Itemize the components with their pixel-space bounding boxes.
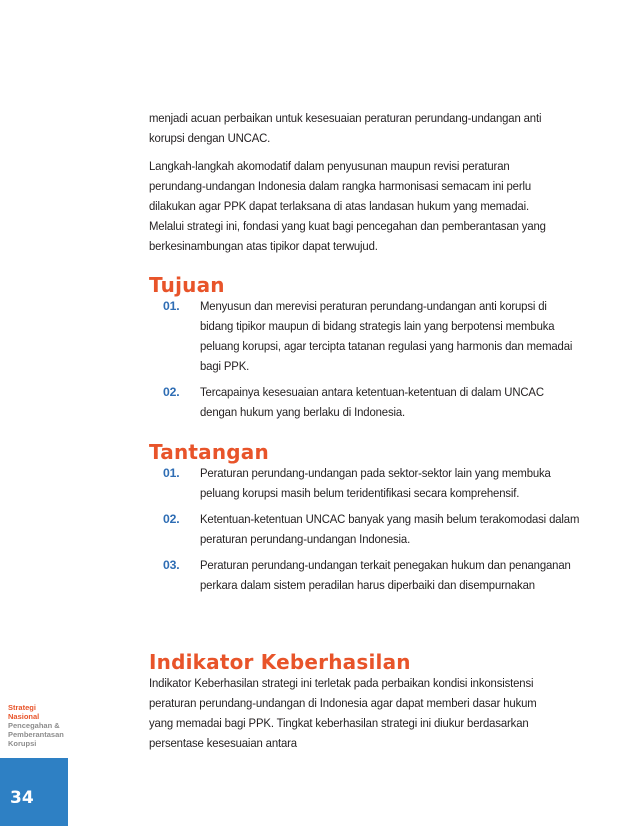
- indikator-heading: Indikator Keberhasilan: [149, 650, 411, 674]
- list-text: Tercapainya kesesuaian antara ketentuan-ketentuan di dalam UNCAC dengan hukum yang berlaku di Indonesia.: [200, 385, 544, 419]
- list-text: Ketentuan-ketentuan UNCAC banyak yang masih belum terakomodasi dalam peraturan perundang-undangan Indonesia.: [200, 512, 580, 546]
- indikator-paragraph: Indikator Keberhasilan strategi ini terletak pada perbaikan kondisi inkonsistensi peraturan perundang-undangan di Indonesia agar dapat memberi dasar hukum yang memadai bagi PPK. Tingkat keberhasilan strategi ini diukur berdasarkan persentase kesesuaian antara: [149, 676, 537, 750]
- sidebar-line-pencegahan: Pencegahan &: [8, 721, 60, 730]
- list-number: 02.: [163, 512, 180, 526]
- sidebar-line-nasional: Nasional: [8, 712, 40, 721]
- list-text: Peraturan perundang-undangan pada sektor-sektor lain yang membuka peluang korupsi masih belum teridentifikasi secara komprehensif.: [200, 466, 551, 500]
- page-number: 34: [10, 788, 34, 808]
- indikator-section: [149, 651, 569, 761]
- sidebar-line-pemberantasan: Pemberantasan: [8, 730, 64, 739]
- intro-section: [149, 108, 549, 264]
- list-number: 02.: [163, 385, 180, 399]
- tujuan-list: [149, 296, 573, 422]
- tantangan-heading: Tantangan: [149, 440, 269, 464]
- list-item: [163, 555, 569, 595]
- list-number: 03.: [163, 558, 180, 572]
- intro-paragraph-1: menjadi acuan perbaikan untuk kesesuaian peraturan perundang-undangan anti korupsi dengan UNCAC.: [149, 111, 542, 145]
- tantangan-list: [149, 463, 580, 595]
- list-item: [163, 463, 569, 503]
- list-number: 01.: [163, 299, 180, 313]
- list-item: [163, 509, 580, 549]
- list-text: Peraturan perundang-undangan terkait penegakan hukum dan penanganan perkara dalam sistem peradilan harus diperbaiki dan disempurnakan: [200, 558, 571, 592]
- list-item: [163, 296, 573, 376]
- page-number-box: [0, 758, 68, 826]
- list-number: 01.: [163, 466, 180, 480]
- sidebar-label: [8, 703, 68, 748]
- tujuan-section: [149, 273, 573, 428]
- list-item: [163, 382, 569, 422]
- tujuan-heading: Tujuan: [149, 273, 225, 297]
- intro-paragraph-2: Langkah-langkah akomodatif dalam penyusunan maupun revisi peraturan perundang-undangan Indonesia dalam rangka harmonisasi semacam ini perlu dilakukan agar PPK dapat terlaksana di atas landasan hukum yang memadai. Melalui strategi ini, fondasi yang kuat bagi pencegahan dan pemberantasan yang berkesinambungan atas tipikor dapat terwujud.: [149, 159, 546, 253]
- tantangan-section: [149, 440, 580, 601]
- list-text: Menyusun dan merevisi peraturan perundang-undangan anti korupsi di bidang tipikor maupun di bidang strategis lain yang berpotensi membuka peluang korupsi, agar tercipta tatanan regulasi yang harmonis dan memadai bagi PPK.: [200, 299, 573, 373]
- sidebar-line-strategi: Strategi: [8, 703, 36, 712]
- sidebar-line-korupsi: Korupsi: [8, 739, 37, 748]
